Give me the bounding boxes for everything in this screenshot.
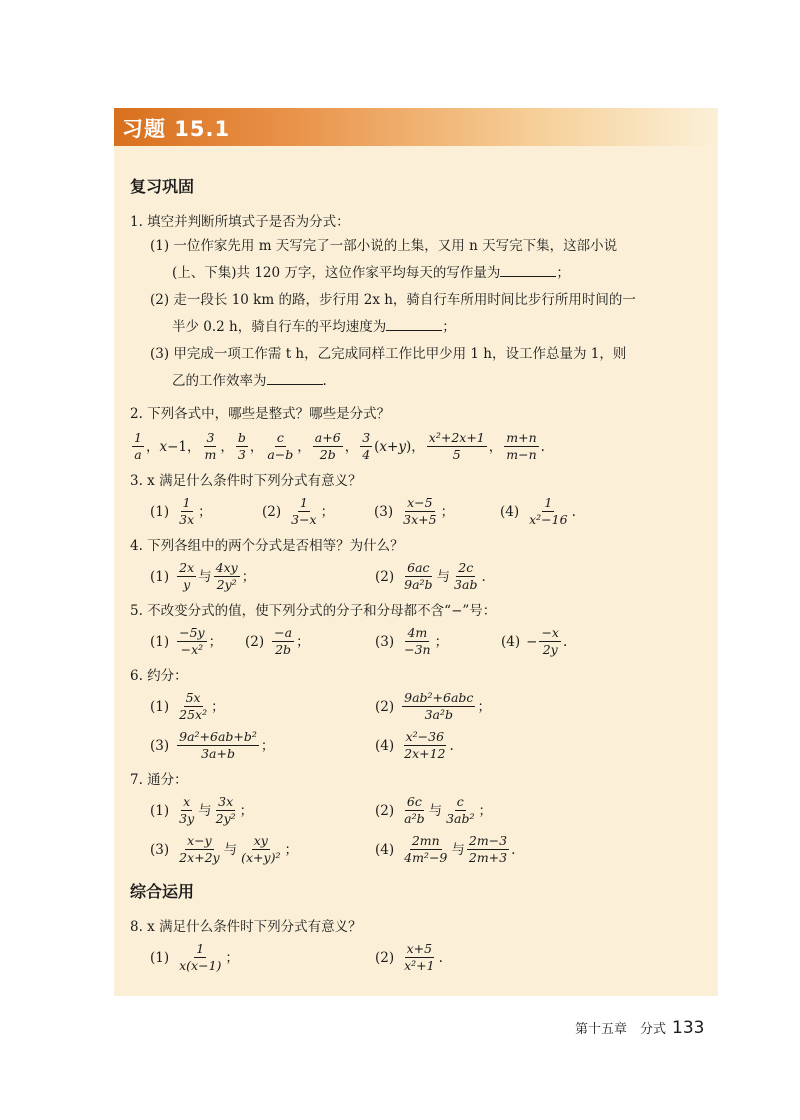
fraction: $\frac{1}{3x}$ — [179, 495, 195, 527]
fraction: $\frac{x}{3y}$ — [179, 794, 195, 826]
fraction: $\frac{\text{9a²+6ab+b²}}{3a+b}$ — [179, 729, 257, 761]
answer-blank[interactable] — [386, 318, 442, 331]
fraction: $\frac{a+6}{2b}$ — [314, 430, 341, 462]
question-5: 5. 不改变分式的值，使下列分式的分子和分母都不含“−”号： (1) $\frac{-5y}{\text{−x²}}$ ； (2) $\frac{-a}{2b}$ ； (3) $\frac{4m}{-3n}$ ； (4) − $\frac{-x}{2y}$ . — [130, 600, 705, 657]
question-1-stem: 1. 填空并判断所填式子是否为分式： — [130, 214, 350, 230]
chapter-title: 第十五章 分式 — [575, 1022, 667, 1037]
exercise-content — [130, 160, 705, 981]
question-8: 8. x 满足什么条件时下列分式有意义？ (1) $\frac{1}{x(x-1)}$ ； (2) $\frac{x+5}{\text{x²+1}}$ . — [130, 916, 705, 973]
fraction: $\frac{\text{x²−36}}{2x+12}$ — [404, 729, 446, 761]
exercise-title: 习题 15.1 — [122, 117, 231, 141]
question-8-stem: 8. x 满足什么条件时下列分式有意义？ — [130, 919, 362, 935]
question-4: 4. 下列各组中的两个分式是否相等？为什么？ (1) $\frac{2x}{y}$ 与 $\frac{4xy}{\text{2y²}}$ ； (2) $\frac{6ac}{\text{9a²b}}$ 与 $\frac{2c}{3ab}$ . — [130, 535, 705, 592]
question-3-stem: 3. x 满足什么条件时下列分式有意义？ — [130, 473, 362, 489]
fraction: $\frac{-5y}{\text{−x²}}$ — [179, 625, 205, 657]
fraction: $\frac{2c}{3ab}$ — [454, 560, 478, 592]
question-5-stem: 5. 不改变分式的值，使下列分式的分子和分母都不含“−”号： — [130, 603, 497, 619]
fraction: $\frac{\text{9ab²+6abc}}{\text{3a²b}}$ — [404, 690, 474, 722]
fraction: $\frac{4m}{-3n}$ — [404, 625, 431, 657]
fraction: $\frac{2m-3}{2m+3}$ — [468, 833, 508, 865]
answer-blank[interactable] — [267, 372, 323, 385]
fraction: $\frac{x-5}{3x+5}$ — [403, 495, 437, 527]
question-6: 6. 约分： (1) $\frac{5x}{\text{25x²}}$ ； (2) $\frac{\text{9ab²+6abc}}{\text{3a²b}}$ ； (3) $\frac{\text{9a²+6ab+b²}}{3a+b}$ ； (4) $\frac{\text{x²−36}}{2x+12}$ . — [130, 665, 705, 761]
fraction: $\frac{1}{x(x-1)}$ — [179, 941, 222, 973]
fraction: $\frac{6ac}{\text{9a²b}}$ — [404, 560, 433, 592]
fraction: $\frac{-a}{2b}$ — [274, 625, 293, 657]
fraction: $\frac{c}{a-b}$ — [267, 430, 294, 462]
fraction: $\frac{2mn}{\text{4m²−9}}$ — [404, 833, 448, 865]
fraction: $\frac{1}{\text{x²−16}}$ — [529, 495, 568, 527]
expression-list: $\frac{1}{a}$ ， x −1， $\frac{3}{m}$ ， $\frac{b}{3}$ ， $\frac{c}{a-b}$ ， $\frac{a+6}{2b}$ ， $\frac{3}{4}$ ( x + y )， $\frac{\text{x²+2x+1}}{5}$ ， $\frac{m+n}{m-n}$ . — [134, 430, 545, 462]
answer-blank[interactable] — [500, 264, 556, 277]
question-7: 7. 通分： (1) $\frac{x}{3y}$ 与 $\frac{3x}{\text{2y²}}$ ； (2) $\frac{6c}{\text{a²b}}$ 与 $\frac{c}{\text{3ab²}}$ ； (3) $\frac{x-y}{2x+2y}$ 与 $\frac{xy}{\text{(x+y)²}}$ ； (4) $\frac{2mn}{\text{4m²−9}}$ 与 $\frac{2m-3}{2m+3}$ . — [130, 769, 705, 865]
question-1-part-1: (1) 一位作家先用 m 天写完了一部小说的上集，又用 n 天写完下集，这部小说 (上、下集)共 120 万字，这位作家平均每天的写作量为 ； — [150, 238, 618, 281]
question-4-stem: 4. 下列各组中的两个分式是否相等？为什么？ — [130, 538, 404, 554]
fraction: $\frac{-x}{2y}$ — [541, 625, 559, 657]
section-title-apply: 综合运用 — [130, 882, 195, 901]
fraction: $\frac{x-y}{2x+2y}$ — [179, 833, 220, 865]
fraction: $\frac{1}{a}$ — [134, 430, 142, 462]
fraction: $\frac{4xy}{\text{2y²}}$ — [215, 560, 238, 592]
fraction: $\frac{6c}{\text{a²b}}$ — [404, 794, 425, 826]
fraction: $\frac{3}{4}$ — [362, 430, 371, 462]
fraction: $\frac{2x}{y}$ — [179, 560, 195, 592]
fraction: $\frac{1}{3-x}$ — [291, 495, 317, 527]
page-number: 133 — [672, 1018, 705, 1038]
question-2-stem: 2. 下列各式中，哪些是整式？哪些是分式？ — [130, 406, 391, 422]
question-1-part-2: (2) 走一段长 10 km 的路，步行用 2x h，骑自行车所用时间比步行所用时间的一 半少 0.2 h，骑自行车的平均速度为 ； — [150, 292, 636, 335]
question-6-stem: 6. 约分： — [130, 668, 188, 684]
fraction: $\frac{b}{3}$ — [237, 430, 246, 462]
fraction: $\frac{c}{\text{3ab²}}$ — [446, 794, 475, 826]
question-1 — [130, 211, 705, 395]
page-footer — [575, 1018, 704, 1038]
fraction: $\frac{m+n}{m-n}$ — [506, 430, 537, 462]
question-2 — [130, 403, 705, 462]
question-1-part-3: (3) 甲完成一项工作需 t h，乙完成同样工作比甲少用 1 h，设工作总量为 1，则 乙的工作效率为 . — [150, 346, 627, 389]
fraction: $\frac{5x}{\text{25x²}}$ — [179, 690, 208, 722]
fraction: $\frac{3x}{\text{2y²}}$ — [215, 794, 236, 826]
question-7-stem: 7. 通分： — [130, 772, 188, 788]
fraction: $\frac{x+5}{\text{x²+1}}$ — [404, 941, 435, 973]
section-title-review: 复习巩固 — [130, 177, 195, 196]
fraction: $\frac{xy}{\text{(x+y)²}}$ — [241, 833, 281, 865]
question-3: 3. x 满足什么条件时下列分式有意义？ (1) $\frac{1}{3x}$ ； (2) $\frac{1}{3-x}$ ； (3) $\frac{x-5}{3x+5}$ ； (4) $\frac{1}{\text{x²−16}}$ . — [130, 470, 705, 527]
fraction: $\frac{3}{m}$ — [204, 430, 217, 462]
fraction: $\frac{\text{x²+2x+1}}{5}$ — [428, 430, 485, 462]
